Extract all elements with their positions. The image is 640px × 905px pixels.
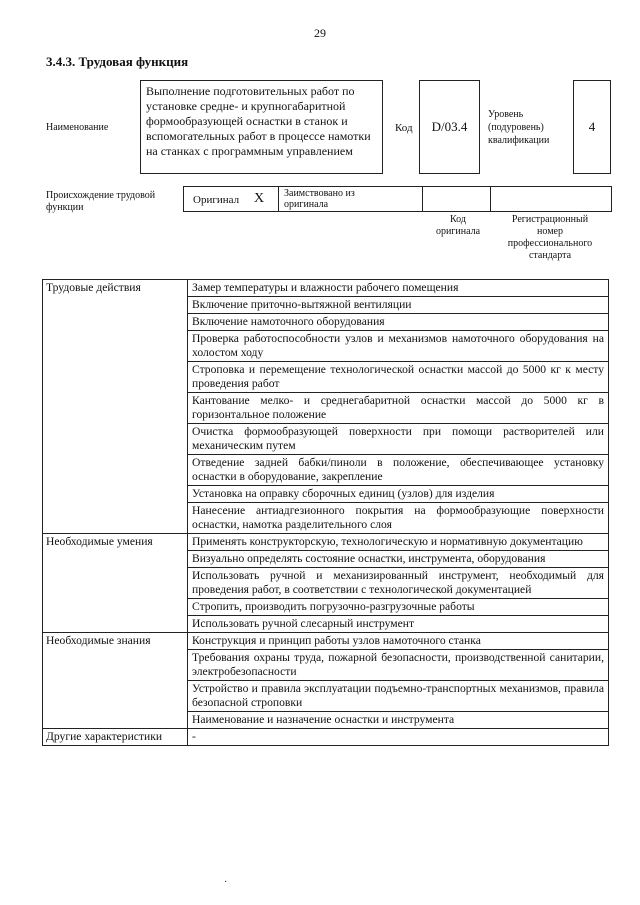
original-label: Оригинал [193,194,240,206]
level-label-line: квалификации [488,135,550,146]
origin-borrowed-cell [279,187,423,211]
item-cell: Отведение задней бабки/пиноли в положение, обеспечивающее установку оснастки в оборудование, закрепление [188,455,609,486]
table-row [43,534,609,551]
item-cell: Применять конструкторскую, технологическую и нормативную документацию [188,534,609,551]
code-original-caption [430,214,486,238]
borrowed-label [284,188,355,210]
origin-code-cell [423,187,491,211]
item-cell: Наименование и назначение оснастки и инструмента [188,712,609,729]
function-name-box [140,80,383,174]
table-row [43,280,609,297]
level-label-line: (подуровень) [488,122,544,133]
level-value: 4 [588,119,596,134]
item-cell: Устройство и правила эксплуатации подъемно-транспортных механизмов, правила безопасной строповки [188,681,609,712]
item-cell: Использовать ручной слесарный инструмент [188,616,609,633]
origin-box [183,186,612,212]
caption-line: номер [537,226,563,237]
level-label [488,108,549,147]
item-cell: Включение приточно-вытяжной вентиляции [188,297,609,314]
item-cell: Включение намоточного оборудования [188,314,609,331]
function-table [42,279,609,746]
scan-mark: · [224,877,228,888]
item-cell: Строповка и перемещение технологической оснастки массой до 5000 кг к месту проведения работ [188,362,609,393]
table-row [43,729,609,746]
item-cell: Нанесение антиадгезионного покрытия на формообразующие поверхности оснастки, намотка разделительного слоя [188,503,609,534]
name-label: Наименование [46,122,109,133]
item-cell: Проверка работоспособности узлов и механизмов намоточного оборудования на холостом ходу [188,331,609,362]
item-cell: Установка на оправку сборочных единиц (узлов) для изделия [188,486,609,503]
page-number: 29 [314,26,326,40]
item-cell: Конструкция и принцип работы узлов намоточного станка [188,633,609,650]
borrowed-label-line: Заимствовано из [284,188,355,199]
code-value: D/03.4 [431,119,468,134]
code-box [419,80,480,174]
section-title: 3.4.3. Трудовая функция [46,54,189,69]
caption-line: стандарта [528,250,572,261]
registration-caption [500,214,600,262]
item-cell: Стропить, производить погрузочно-разгрузочные работы [188,599,609,616]
category-cell: Необходимые умения [43,534,188,633]
category-cell: Трудовые действия [43,280,188,534]
origin-label-line: Происхождение трудовой [46,190,156,201]
code-label: Код [395,122,413,134]
category-cell: Необходимые знания [43,633,188,729]
level-box [573,80,611,174]
category-cell: Другие характеристики [43,729,188,746]
function-name-value: Выполнение подготовительных работ по установке средне- и крупногабаритной формообразующей оснастки в станок и вспомогательных работ в процессе намотки на станках с программным управлением [146,84,371,158]
origin-label-line: функции [46,202,84,213]
item-cell: Замер температуры и влажности рабочего помещения [188,280,609,297]
caption-line: Регистрационный [511,214,589,225]
item-cell: - [188,729,609,746]
item-cell: Использовать ручной и механизированный инструмент, необходимый для проведения работ, в соответствии с технологической документацией [188,568,609,599]
origin-original-cell [184,187,279,211]
caption-line: Код [450,214,466,225]
item-cell: Требования охраны труда, пожарной безопасности, производственной санитарии, электробезопасности [188,650,609,681]
table-row [43,633,609,650]
caption-line: профессионального [507,238,593,249]
origin-registration-cell [491,187,611,211]
original-mark: X [254,191,265,206]
level-label-line: Уровень [488,109,524,120]
item-cell: Визуально определять состояние оснастки, инструмента, оборудования [188,551,609,568]
item-cell: Очистка формообразующей поверхности при помощи растворителей или механическим путем [188,424,609,455]
item-cell: Кантование мелко- и среднегабаритной оснастки массой до 5000 кг в горизонтальное положение [188,393,609,424]
origin-label [46,190,155,214]
borrowed-label-line: оригинала [284,199,329,210]
caption-line: оригинала [435,226,481,237]
